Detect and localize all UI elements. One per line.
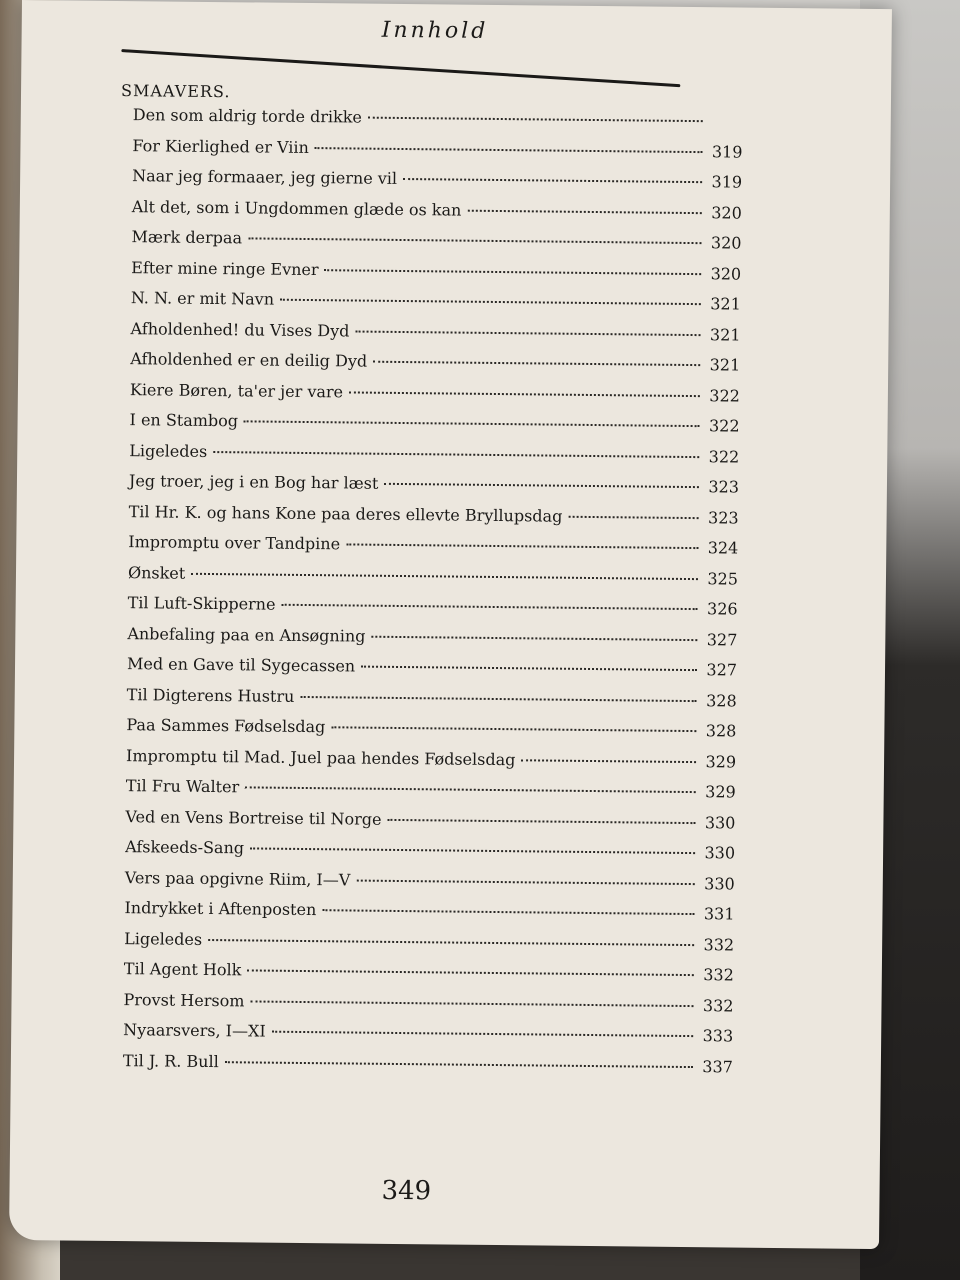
toc-entry-page: 319 [711, 172, 743, 192]
dot-leader [208, 939, 694, 946]
toc-entry-title: Afholdenhed er en deilig Dyd [130, 349, 368, 371]
book-page [9, 0, 892, 1249]
toc-entry-page: 320 [710, 233, 742, 253]
dot-leader [521, 759, 696, 763]
dot-leader [361, 666, 697, 672]
toc-entry-page: 321 [710, 294, 741, 314]
dot-leader [247, 969, 694, 976]
toc-entry-title: Med en Gave til Sygecassen [126, 654, 356, 676]
toc-entry-title: Mærk derpaa [131, 227, 243, 248]
toc-entry-page: 330 [704, 873, 735, 894]
toc-entry-title: Jeg troer, jeg i en Bog har læst [128, 471, 379, 493]
toc-entry-page: 320 [711, 202, 742, 223]
toc-entry-title: Til J. R. Bull [122, 1050, 219, 1071]
table-of-contents [123, 105, 743, 1087]
toc-entry-title: Afholdenhed! du Vises Dyd [130, 318, 350, 340]
toc-entry [123, 1051, 733, 1088]
dot-leader [467, 209, 701, 213]
toc-entry-page: 328 [705, 721, 737, 741]
dot-leader [356, 879, 694, 885]
toc-entry-title: Til Agent Holk [123, 959, 242, 980]
dot-leader [250, 847, 695, 854]
toc-entry-title: Ligeledes [124, 928, 203, 949]
toc-entry-title: Til Digterens Hustru [126, 684, 295, 706]
toc-entry-page: 329 [705, 751, 737, 772]
toc-entry-title: Alt det, som i Ungdommen glæde os kan [131, 196, 462, 220]
toc-entry-title: Vers paa opgivne Riim, I—V [124, 867, 351, 889]
dot-leader [403, 178, 702, 183]
dot-leader [384, 483, 699, 488]
toc-entry-page: 332 [702, 995, 734, 1016]
dot-leader [322, 909, 694, 915]
toc-entry-page: 319 [711, 141, 743, 162]
toc-entry-page: 331 [703, 904, 735, 924]
toc-entry-page: 324 [707, 538, 739, 558]
toc-entry-title: Ligeledes [129, 440, 208, 461]
dot-leader [280, 299, 701, 305]
toc-entry-title: Kiere Børen, ta'er jer vare [129, 379, 344, 401]
toc-entry-title: For Kierlighed er Viin [132, 135, 309, 157]
toc-entry-page: 332 [703, 965, 734, 985]
dot-leader [388, 818, 696, 823]
toc-entry-page: 323 [707, 507, 739, 528]
dot-leader [346, 543, 698, 549]
toc-entry-page: 328 [706, 690, 737, 711]
toc-entry-title: Impromptu til Mad. Juel paa hendes Fødselsdag [125, 745, 516, 769]
toc-entry-page: 323 [708, 477, 740, 497]
toc-entry-page: 322 [708, 416, 740, 436]
dot-leader [315, 147, 703, 153]
toc-entry-title: Indrykket i Aftenposten [124, 898, 317, 920]
dot-leader [355, 330, 700, 336]
page-number: 349 [381, 1175, 432, 1207]
toc-entry-title: Til Hr. K. og hans Kone paa deres ellevte Bryllupsdag [128, 501, 563, 526]
dot-leader [245, 786, 696, 793]
toc-entry-title: Naar jeg formaaer, jeg gierne vil [132, 166, 398, 188]
toc-entry-page: 329 [705, 782, 736, 802]
toc-entry-title: I en Stambog [129, 410, 239, 431]
dot-leader [349, 391, 700, 397]
toc-entry-page: 326 [707, 599, 738, 619]
toc-entry-page: 337 [702, 1056, 733, 1077]
section-title: SMAAVERS. [120, 81, 231, 102]
toc-entry-title: Til Luft-Skipperne [127, 593, 276, 614]
toc-entry-title: Paa Sammes Fødselsdag [126, 715, 326, 737]
dot-leader [568, 515, 698, 518]
dot-leader [250, 1000, 693, 1007]
dot-leader [325, 269, 702, 275]
dot-leader [300, 695, 696, 701]
toc-entry-page: 322 [709, 385, 740, 406]
toc-entry-title: Impromptu over Tandpine [128, 532, 341, 554]
toc-entry-title: Til Fru Walter [125, 776, 240, 797]
dot-leader [248, 237, 701, 244]
running-head: Innhold [381, 17, 489, 44]
dot-leader [191, 572, 698, 579]
toc-entry-title: Provst Hersom [123, 989, 245, 1010]
dot-leader [213, 451, 699, 458]
toc-entry-page: 330 [704, 843, 736, 863]
toc-entry-page: 321 [709, 324, 741, 345]
toc-entry-page: 330 [704, 812, 736, 833]
toc-entry-page: 332 [703, 934, 735, 955]
dot-leader [331, 726, 696, 732]
dot-leader [225, 1061, 693, 1068]
toc-entry-page: 327 [706, 629, 738, 650]
toc-entry-title: Den som aldrig torde drikke [132, 105, 363, 127]
toc-entry-title: Ved en Vens Bortreise til Norge [125, 806, 382, 829]
dot-leader [244, 420, 700, 427]
toc-entry-page: 327 [706, 660, 738, 680]
dot-leader [371, 635, 697, 640]
toc-entry-page: 322 [708, 446, 740, 467]
toc-entry-title: Efter mine ringe Evner [131, 257, 319, 279]
toc-entry-title: N. N. er mit Navn [130, 288, 275, 309]
dot-leader [272, 1031, 693, 1037]
toc-entry-title: Anbefaling paa en Ansøgning [127, 623, 366, 646]
dot-leader [368, 117, 703, 123]
dot-leader [373, 361, 700, 366]
toc-entry-title: Afskeeds-Sang [125, 837, 245, 858]
toc-entry-page: 325 [707, 568, 739, 589]
toc-entry-page: 333 [702, 1026, 734, 1046]
toc-entry-title: Ønsket [127, 562, 186, 583]
toc-entry-page: 321 [709, 355, 741, 375]
toc-entry-page: 320 [710, 263, 742, 284]
toc-entry-title: Nyaarsvers, I—XI [123, 1020, 266, 1041]
dot-leader [281, 604, 697, 610]
